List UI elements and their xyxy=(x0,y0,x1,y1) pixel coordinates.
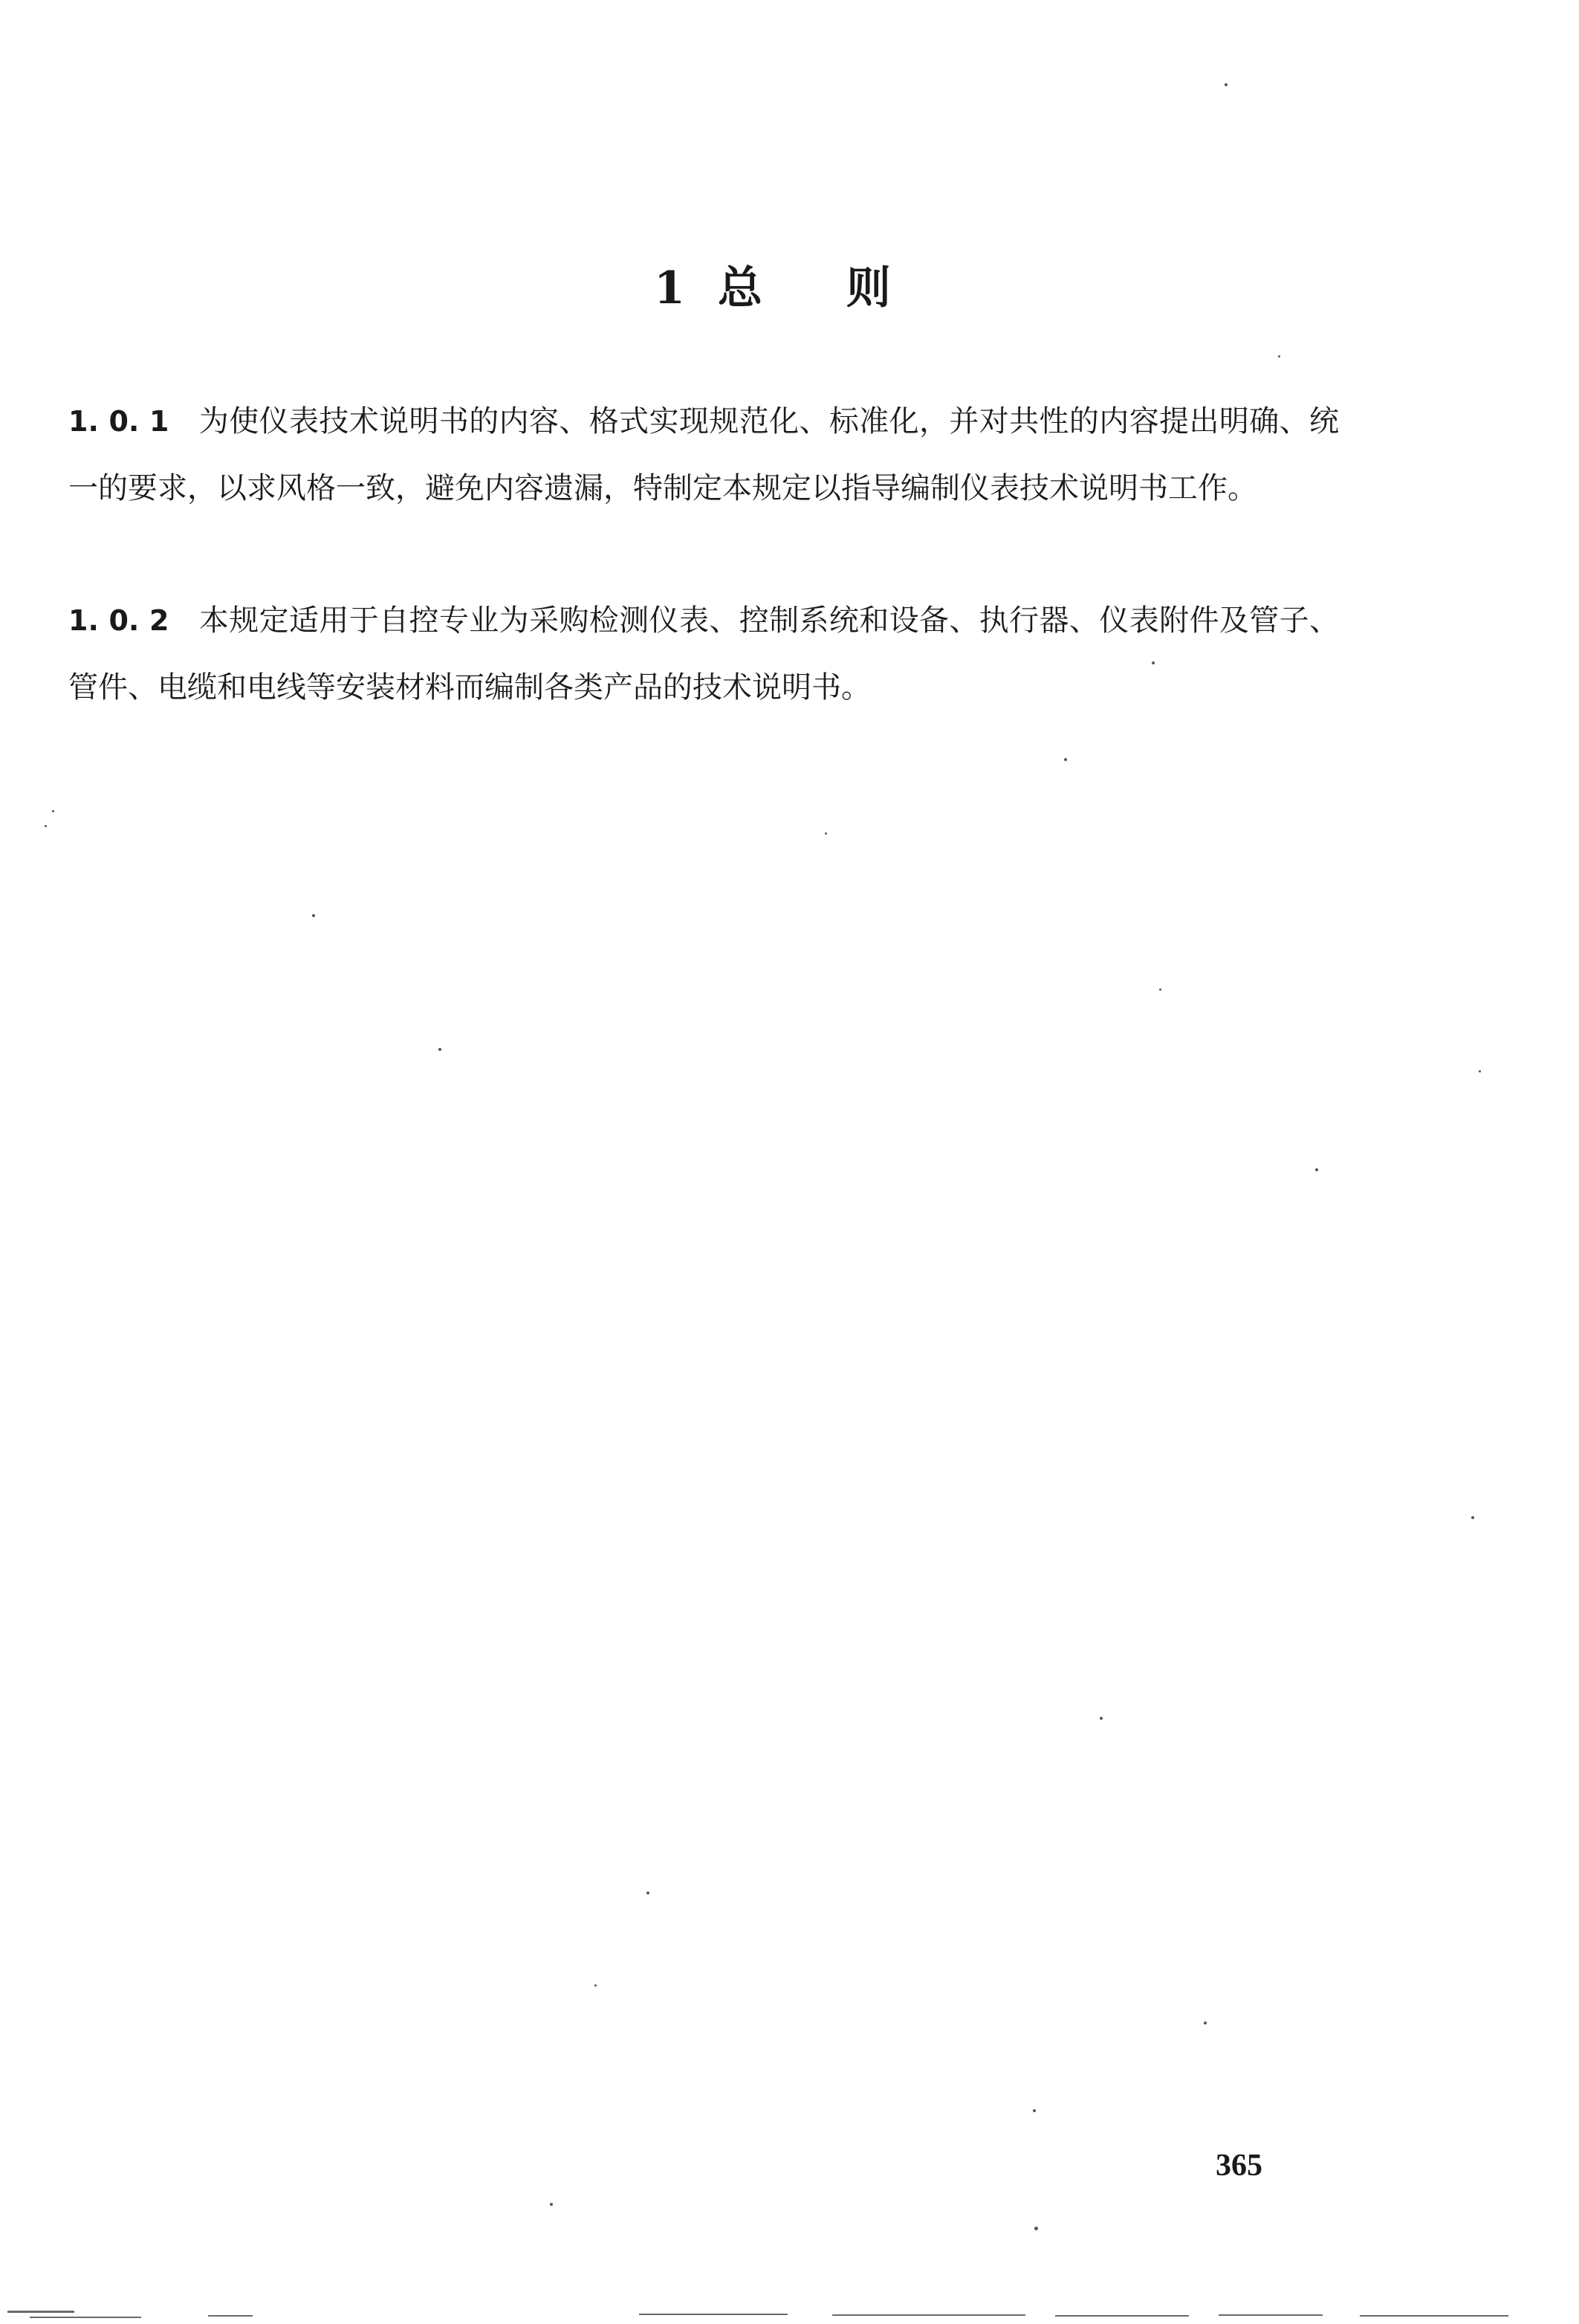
clause-paragraph xyxy=(68,388,1339,522)
scan-speck xyxy=(1159,988,1161,991)
page-number: 365 xyxy=(1216,2149,1262,2183)
clause-number: 1. 0. 1 xyxy=(68,405,169,438)
scan-speck xyxy=(1471,1516,1474,1519)
scan-speck xyxy=(1315,1168,1318,1171)
scan-speck xyxy=(45,825,47,827)
chapter-number: 1 xyxy=(654,262,687,314)
scan-speck xyxy=(438,1048,441,1051)
clause-text: 本规定适用于自控专业为采购检测仪表、控制系统和设备、执行器、仪表附件及管子、管件、电缆和电线等安装材料而编制各类产品的技术说明书。 xyxy=(68,603,1339,705)
scan-speck xyxy=(1204,2022,1207,2024)
chapter-heading xyxy=(0,253,1579,317)
scan-speck xyxy=(1152,661,1155,664)
scan-speck xyxy=(594,1984,597,1987)
scan-speck xyxy=(312,914,315,917)
scan-speck xyxy=(1064,758,1067,761)
scan-speck xyxy=(646,1891,649,1894)
scan-speck xyxy=(550,2203,553,2206)
scan-speck xyxy=(1033,2109,1036,2112)
clause-text: 为使仪表技术说明书的内容、格式实现规范化、标准化，并对共性的内容提出明确、统一的要求，以求风格一致，避免内容遗漏，特制定本规定以指导编制仪表技术说明书工作。 xyxy=(68,404,1339,505)
scan-speck xyxy=(52,810,54,812)
chapter-title: 总 则 xyxy=(717,262,925,314)
scan-speck xyxy=(1034,2227,1038,2230)
scan-speck xyxy=(1479,1070,1481,1072)
scan-edge-noise xyxy=(0,2294,1579,2324)
scan-speck xyxy=(1278,355,1280,357)
clause-number: 1. 0. 2 xyxy=(68,604,169,637)
scan-speck xyxy=(825,832,827,835)
clause-paragraph xyxy=(68,587,1339,721)
scan-speck xyxy=(1225,83,1228,86)
scan-speck xyxy=(1100,1717,1103,1720)
